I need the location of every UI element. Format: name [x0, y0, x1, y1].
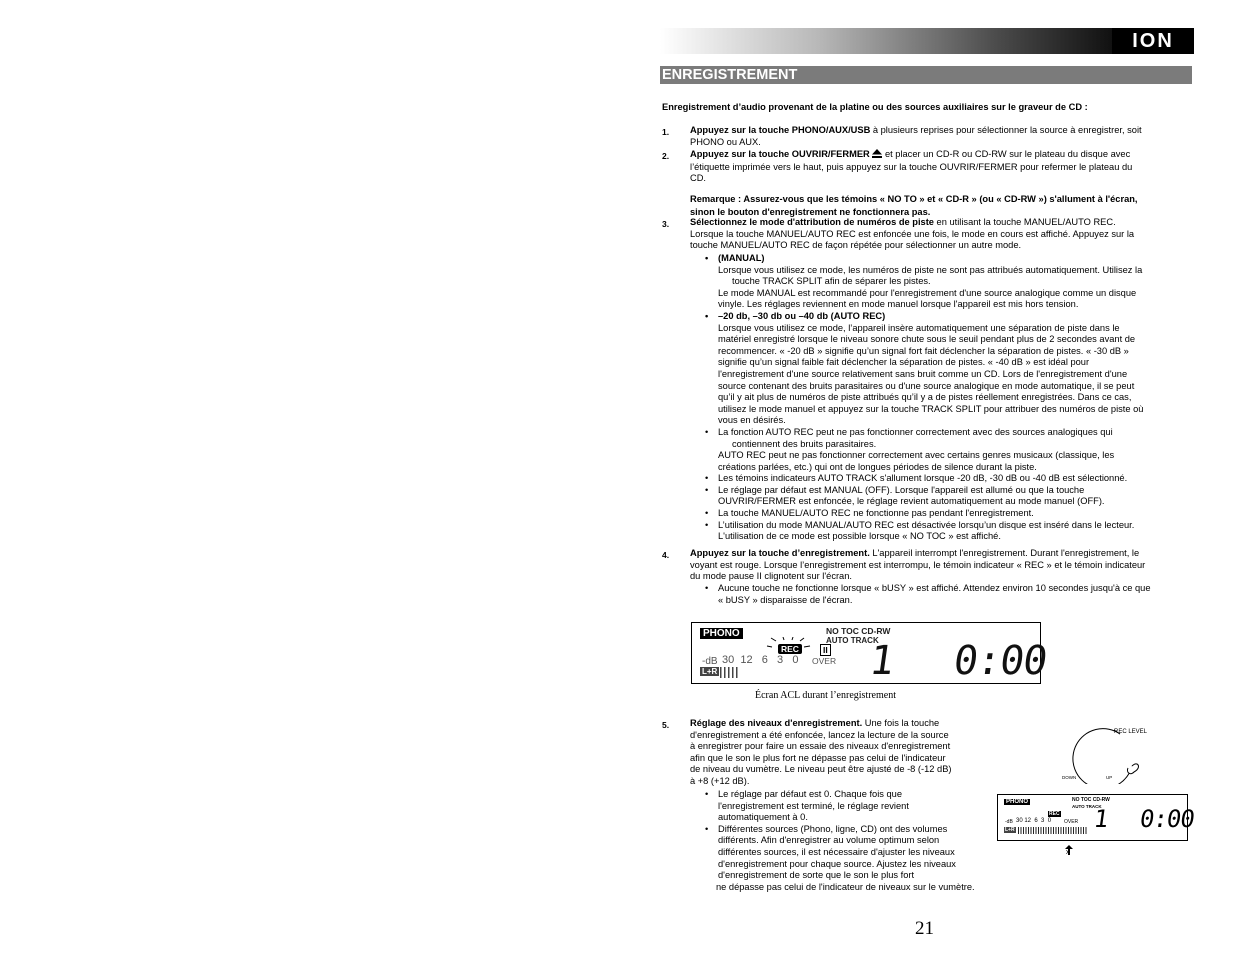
step-5-bullets — [718, 789, 1008, 882]
step-number: 5. — [662, 720, 670, 730]
lcd-lr: L+R — [702, 667, 718, 676]
small-lcd-over: OVER — [1064, 819, 1079, 825]
lcd-rec: REC — [778, 644, 802, 654]
eject-icon — [872, 149, 882, 162]
small-lcd-scale: 30 12 6 3 0 — [1016, 818, 1052, 824]
list-item: utilisez le mode manuel et appuyez sur la touche TRACK SPLIT pour attribuer des numéros de piste où — [718, 403, 1144, 414]
bullet-manual-head: • (MANUAL) — [718, 253, 1193, 265]
small-lcd-lr: L+R — [1005, 827, 1015, 833]
lcd-level-meter — [720, 667, 740, 678]
list-item: qu’il y ait plus de numéros de piste attribués qu’il y a de pistes réellement enregistrées. Dans ce cas, — [718, 392, 1132, 403]
list-item: d'enregistrement pour chaque source. Ajustez les niveaux — [718, 858, 956, 869]
lcd-autotrack: AUTO TRACK — [826, 636, 879, 645]
small-lcd-level-meter — [1018, 827, 1088, 834]
list-item: matériel enregistré lorsque le niveau sonore chute sous le seuil pendant plus de 2 secondes avant de — [718, 334, 1136, 345]
list-item: • La fonction AUTO REC peut ne pas fonctionner correctement avec des sources analogiques qui — [718, 427, 1193, 439]
list-item: • Le réglage par défaut est 0. Chaque fois que — [718, 789, 1008, 801]
step-3: Sélectionnez le mode d'attribution de numéros de piste en utilisant la touche MANUEL/AUTO REC. Lorsque la touche MANUEL/AUTO REC est enfoncée une fois, le mode en cours est affiché. Appuyez sur la touche MANUEL/AUTO REC de façon répétée pour sélectionner un autre mode. — [690, 217, 1135, 251]
list-item: • Différentes sources (Phono, ligne, CD) ont des volumes — [718, 824, 1008, 836]
step-4-bullet — [718, 583, 1193, 606]
list-item: d'enregistrement de sorte que le son le plus fort — [718, 870, 915, 881]
step-5-last: ne dépasse pas celui de l'indicateur de niveaux sur le vumètre. — [716, 882, 975, 892]
list-item: AUTO REC peut ne pas fonctionner correctement avec certains genres musicaux (classique, les — [718, 450, 1115, 461]
step-number: 4. — [662, 550, 670, 560]
step-1: Appuyez sur la touche PHONO/AUX/USB à plusieurs reprises pour sélectionner la source à enregistrer, soit PHONO ou AUX. — [690, 125, 1142, 147]
lcd-notoc: NO TOC CD-RW — [826, 626, 891, 636]
list-item: l'enregistrement est terminé, le réglage revient — [718, 800, 909, 811]
lcd-over: OVER — [812, 656, 837, 666]
list-item: OUVRIR/FERMER est enfoncée, le réglage revient automatiquement au mode manuel (OFF). — [718, 496, 1105, 507]
step-3-bullets — [718, 253, 1193, 543]
step-5: Réglage des niveaux d'enregistrement. Une fois la touche d'enregistrement a été enfoncée, lancez la lecture de la source à enregistrer pour faire un essaie des niveaux d'enregistrement afin que le son le plus fort ne dépasse pas celui de l'indicateur de niveau du vumètre. Le niveau peut être ajusté de -8 (-12 dB) à +8 (+12 dB). — [690, 718, 952, 786]
list-item: touche TRACK SPLIT afin de séparer les pistes. — [732, 276, 931, 287]
list-item: automatiquement à 0. — [718, 812, 808, 823]
lcd-phono: PHONO — [700, 628, 743, 639]
small-lcd-rec: REC — [1049, 811, 1060, 817]
list-item: L'utilisation de ce mode est possible lorsque « NO TOC » est affiché. — [718, 531, 1001, 542]
step-number: 1. — [662, 127, 670, 137]
page-number: 21 — [915, 918, 934, 939]
ion-logo: ION — [1112, 28, 1194, 54]
header-gradient-bar — [660, 28, 1112, 54]
lcd-pause: II — [820, 644, 831, 656]
lcd-display — [691, 622, 1050, 684]
list-item: Le mode MANUAL est recommandé pour l'enregistrement d'une source analogique comme un disque — [718, 287, 1137, 298]
list-item: l'enregistrement d'une source relativement sans bruit comme un CD. Lors de l'enregistrement d'une — [718, 368, 1128, 379]
list-item: « bUSY » disparaisse de l'écran. — [718, 594, 853, 605]
arrow-mark: x — [1066, 849, 1070, 856]
small-lcd-autotrack: AUTO TRACK — [1072, 804, 1102, 809]
small-lcd-track: 1 — [1092, 805, 1111, 833]
list-item: Lorsque vous utilisez ce mode, l’appareil insère automatiquement une séparation de piste dans le — [718, 322, 1120, 333]
list-item: différents. Afin d'enregistrer au volume optimum selon — [718, 835, 940, 846]
list-item: différentes sources, il est nécessaire d'ajuster les niveaux — [718, 846, 955, 857]
small-lcd-db: -dB — [1005, 819, 1013, 825]
lcd-db: -dB — [702, 656, 718, 667]
list-item: • L’utilisation du mode MANUAL/AUTO REC est désactivée lorsqu’un disque est inséré dans le lecteur. — [718, 520, 1193, 532]
list-item: signifie qu’un signal faible fait déclencher la séparation de pistes. « -40 dB » est idéal pour — [718, 357, 1090, 368]
list-item: Lorsque vous utilisez ce mode, les numéros de piste ne sont pas attribués automatiquement. Utilisez la — [718, 264, 1143, 275]
small-lcd-time: 0:00 — [1138, 805, 1196, 833]
step-4: Appuyez sur la touche d’enregistrement. L'appareil interrompt l'enregistrement. Durant l'enregistrement, le voyant est rouge. Lorsque l’enregistrement est interrompu, le témoin indicateur « REC » et le témoin indicateur du mode pause II clignotent sur l'écran. — [690, 548, 1146, 582]
lcd-track: 1 — [866, 638, 898, 684]
lcd-time: 0:00 — [950, 638, 1050, 684]
knob-down: DOWN — [1062, 775, 1077, 780]
list-item: • Aucune touche ne fonctionne lorsque « bUSY » est affiché. Attendez environ 10 secondes jusqu'à ce que — [718, 583, 1193, 595]
small-lcd-phono: PHONO — [1006, 799, 1029, 805]
step-2: Appuyez sur la touche OUVRIR/FERMER et placer un CD-R ou CD-RW sur le plateau du disque avec l’étiquette imprimée vers le haut, puis appuyez sur la touche OUVRIR/FERMER pour refermer le plateau du CD. — [690, 149, 1133, 184]
small-lcd-display — [997, 794, 1196, 841]
list-item: vinyle. Les réglages reviennent en mode manuel lorsque l'appareil est mis hors tension. — [718, 299, 1079, 310]
knob-label: REC LEVEL — [1114, 729, 1148, 735]
intro-text: Enregistrement d’audio provenant de la platine ou des sources auxiliaires sur le graveur de CD : — [662, 102, 1088, 112]
bullet-auto-head: • –20 db, –30 db ou –40 db (AUTO REC) — [718, 311, 1193, 323]
list-item: recommencer. « -20 dB » signifie qu’un signal fort fait déclencher la séparation de pistes. « -30 dB » — [718, 345, 1129, 356]
list-item: • Le réglage par défaut est MANUAL (OFF). Lorsque l'appareil est allumé ou que la touche — [718, 485, 1193, 497]
section-title: ENREGISTREMENT — [660, 66, 1192, 84]
remark-note: Remarque : Assurez-vous que les témoins « NO TO » et « CD-R » (ou « CD-RW ») s'allument à l'écran, sinon le bouton d'enregistrement ne fonctionnera pas. — [690, 194, 1138, 217]
step-number: 2. — [662, 151, 670, 161]
list-item: source contenant des bruits parasitaires ou d'une source analogique en mode automatique, il se peut — [718, 380, 1135, 391]
step-number: 3. — [662, 219, 670, 229]
small-lcd-notoc: NO TOC CD-RW — [1072, 797, 1110, 803]
knob-up: UP — [1106, 775, 1113, 780]
list-item: • La touche MANUEL/AUTO REC ne fonctionne pas pendant l'enregistrement. — [718, 508, 1193, 520]
lcd-scale: 30 12 6 3 0 — [722, 654, 799, 666]
lcd-caption: Écran ACL durant l’enregistrement — [755, 690, 896, 701]
list-item: créations parlées, etc.) qui ont de longues périodes de silence durant la piste. — [718, 461, 1037, 472]
list-item: • Les témoins indicateurs AUTO TRACK s'allument lorsque -20 dB, -30 dB ou -40 dB est sélectionné. — [718, 473, 1193, 485]
list-item: vous en désirés. — [718, 415, 786, 426]
list-item: contiennent des bruits parasitaires. — [732, 438, 877, 449]
